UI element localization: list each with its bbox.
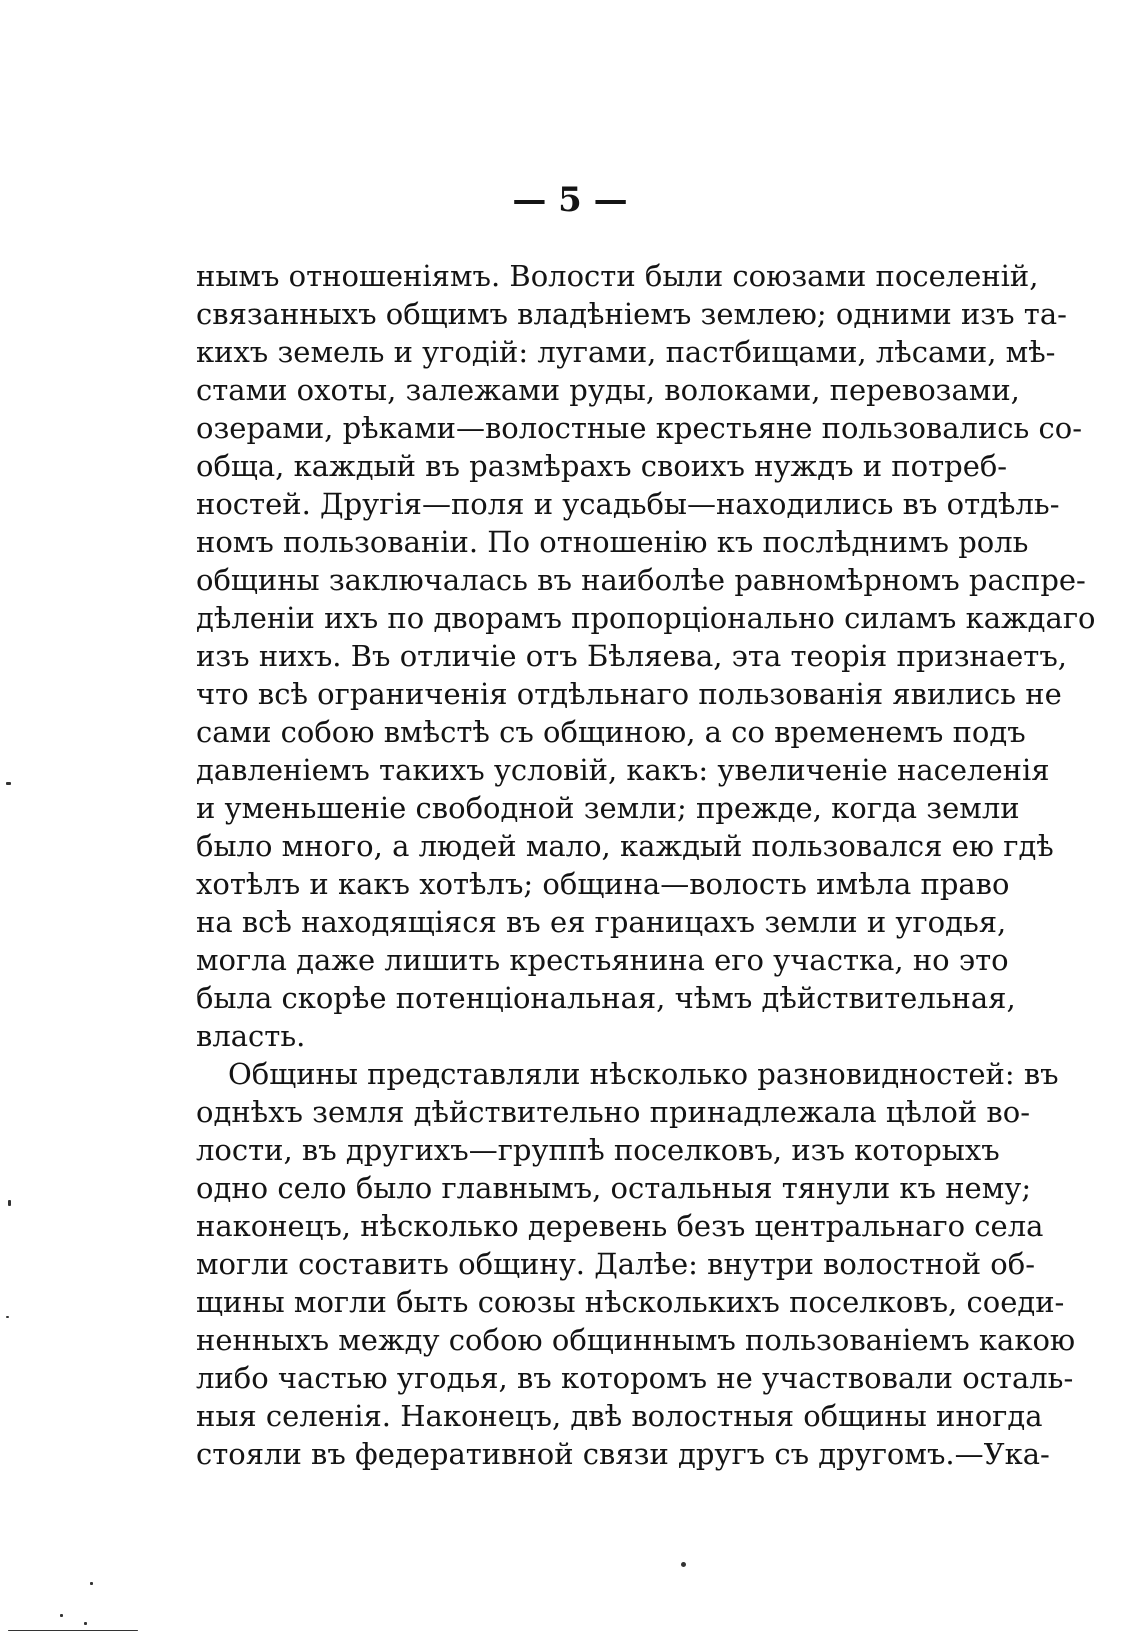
scan-speck <box>8 1200 11 1206</box>
text-line: номъ пользованіи. По отношенію къ послѣднимъ роль <box>196 525 1029 559</box>
paragraph-1 <box>196 257 1096 1055</box>
text-line: была скорѣе потенціональная, чѣмъ дѣйствительная, <box>196 981 1016 1015</box>
text-line: Общины представляли нѣсколько разновидностей: въ <box>228 1057 1059 1091</box>
text-line: кихъ земель и угодій: лугами, пастбищами, лѣсами, мѣ- <box>196 335 1056 369</box>
text-line: было много, а людей мало, каждый пользовался ею гдѣ <box>196 829 1054 863</box>
scan-speck <box>60 1614 63 1617</box>
text-line: ностей. Другія—поля и усадьбы—находились въ отдѣль- <box>196 487 1060 521</box>
body-text <box>196 257 1096 1473</box>
text-line: нымъ отношеніямъ. Волости были союзами поселеній, <box>196 259 1039 293</box>
text-line: хотѣлъ и какъ хотѣлъ; община—волость имѣла право <box>196 867 1010 901</box>
scan-speck <box>90 1582 93 1585</box>
scan-speck <box>6 1316 9 1318</box>
text-line: общины заключалась въ наиболѣе равномѣрномъ распре- <box>196 563 1086 597</box>
text-line: ненныхъ между собою общиннымъ пользованіемъ какою <box>196 1323 1076 1357</box>
text-line: стами охоты, залежами руды, волоками, перевозами, <box>196 373 1020 407</box>
text-line: однѣхъ земля дѣйствительно принадлежала цѣлой во- <box>196 1095 1030 1129</box>
page-number: — 5 — <box>512 180 628 220</box>
text-line: связанныхъ общимъ владѣніемъ землею; одними изъ та- <box>196 297 1067 331</box>
text-line: что всѣ ограниченія отдѣльнаго пользованія явились не <box>196 677 1062 711</box>
text-line: лости, въ другихъ—группѣ поселковъ, изъ которыхъ <box>196 1133 1000 1167</box>
text-line: стояли въ федеративной связи другъ съ другомъ.—Ука- <box>196 1437 1050 1471</box>
text-line: дѣленіи ихъ по дворамъ пропорціонально силамъ каждаго <box>196 601 1096 635</box>
text-line: власть. <box>196 1019 306 1053</box>
text-line: сами собою вмѣстѣ съ общиною, а со временемъ подъ <box>196 715 1026 749</box>
text-line: изъ нихъ. Въ отличіе отъ Бѣляева, эта теорія признаетъ, <box>196 639 1068 673</box>
text-line: могла даже лишить крестьянина его участка, но это <box>196 943 1009 977</box>
scan-speck <box>8 1630 138 1631</box>
text-line: могли составить общину. Далѣе: внутри волостной об- <box>196 1247 1036 1281</box>
text-line: щины могли быть союзы нѣсколькихъ поселковъ, соеди- <box>196 1285 1065 1319</box>
paragraph-2 <box>196 1055 1076 1473</box>
text-line: либо частью угодья, въ которомъ не участвовали осталь- <box>196 1361 1074 1395</box>
text-line: давленіемъ такихъ условій, какъ: увеличеніе населенія <box>196 753 1050 787</box>
text-line: озерами, рѣками—волостные крестьяне пользовались со- <box>196 411 1083 445</box>
text-line: наконецъ, нѣсколько деревень безъ центральнаго села <box>196 1209 1044 1243</box>
scan-speck <box>6 782 11 785</box>
text-line: на всѣ находящіяся въ ея границахъ земли и угодья, <box>196 905 1007 939</box>
text-line: одно село было главнымъ, остальныя тянули къ нему; <box>196 1171 1032 1205</box>
text-line: обща, каждый въ размѣрахъ своихъ нуждъ и потреб- <box>196 449 1008 483</box>
scan-speck <box>84 1622 87 1625</box>
scan-speck <box>681 1562 686 1567</box>
text-line: ныя селенія. Наконецъ, двѣ волостныя общины иногда <box>196 1399 1043 1433</box>
text-line: и уменьшеніе свободной земли; прежде, когда земли <box>196 791 1020 825</box>
